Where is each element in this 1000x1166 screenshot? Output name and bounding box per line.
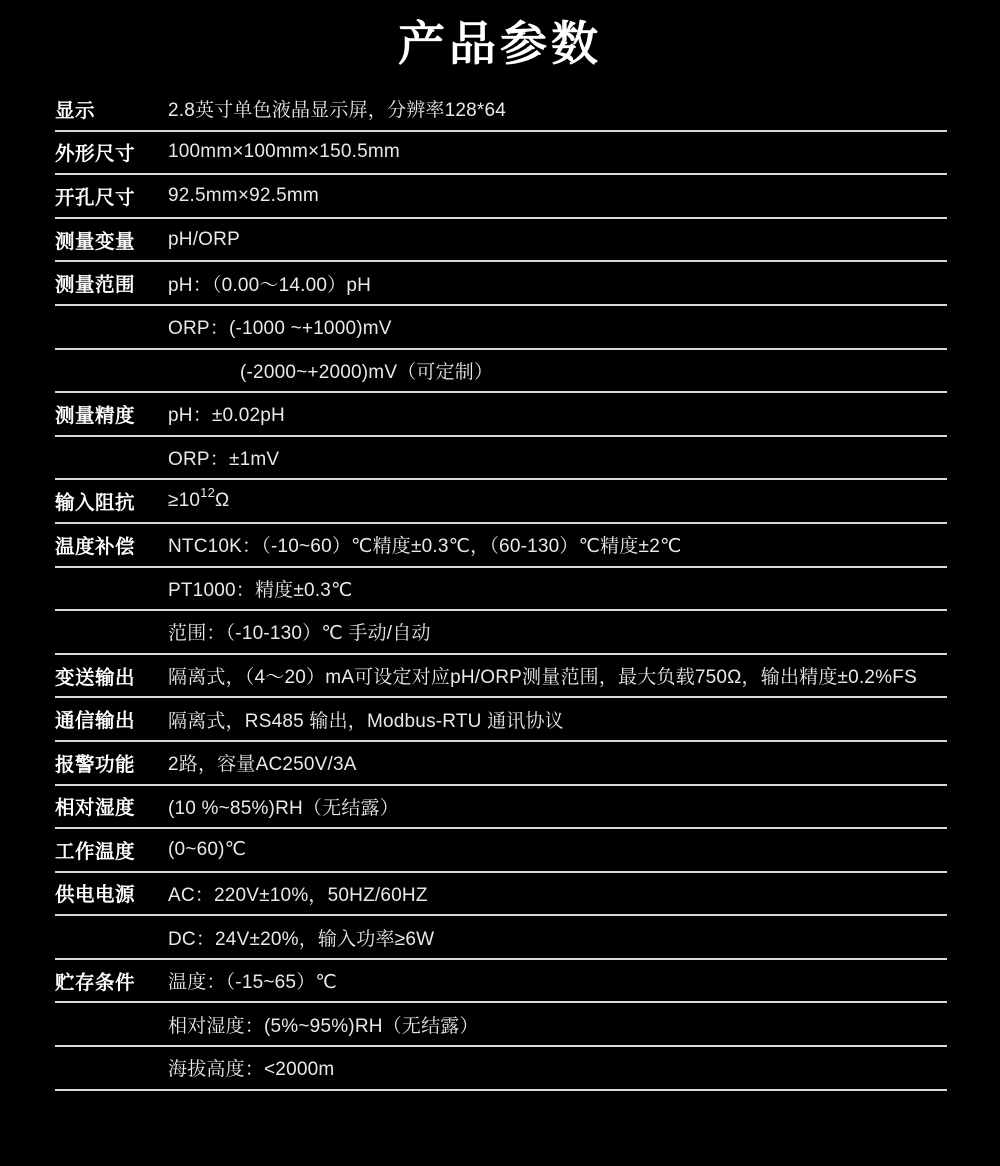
spec-value: 隔离式，（4～20）mA可设定对应pH/ORP测量范围，最大负载750Ω，输出精度±0.2%FS [168,667,917,689]
spec-row-comm-output [55,698,947,742]
page-title: 产品参数 [398,17,602,70]
spec-label: 通信输出 [55,710,136,733]
spec-row-range-orp-custom [55,350,947,394]
spec-label: 报警功能 [55,753,136,776]
spec-value: 范围：（-10-130）℃ 手动/自动 [168,623,431,645]
spec-row-storage-altitude [55,1047,947,1091]
spec-row-range-ph [55,262,947,306]
spec-value: 海拔高度：<2000m [168,1059,335,1081]
spec-value: AC：220V±10%，50HZ/60HZ [168,884,428,906]
spec-value: pH：（0.00～14.00）pH [168,274,372,296]
spec-row-transmit-output [55,655,947,699]
spec-row-storage-humidity [55,1003,947,1047]
spec-row-power-dc [55,916,947,960]
spec-row-dimensions [55,132,947,176]
spec-row-working-temp [55,829,947,873]
spec-row-temp-comp-pt1000 [55,568,947,612]
spec-value: ORP：(-1000 ~+1000)mV [168,318,392,340]
spec-row-alarm-function [55,742,947,786]
spec-value: 100mm×100mm×150.5mm [168,141,400,163]
spec-value: NTC10K：（-10~60）℃精度±0.3℃，（60-130）℃精度±2℃ [168,536,682,558]
spec-row-temp-comp-ntc [55,524,947,568]
spec-value: 2.8英寸单色液晶显示屏，分辨率128*64 [168,100,507,122]
spec-row-storage-temp [55,960,947,1004]
product-spec-sheet [0,16,1000,1166]
spec-value: (0~60)℃ [168,839,247,861]
spec-row-range-orp [55,306,947,350]
spec-row-measured-variables [55,219,947,263]
impedance-exponent: 12 [200,484,216,500]
spec-value: 相对湿度：(5%~95%)RH（无结露） [168,1015,479,1037]
spec-label: 测量范围 [55,274,136,297]
spec-value: (-2000~+2000)mV（可定制） [240,361,494,383]
spec-value: DC：24V±20%，输入功率≥6W [168,928,435,950]
spec-value: 隔离式，RS485 输出，Modbus-RTU 通讯协议 [168,710,564,732]
spec-label: 变送输出 [55,666,136,689]
spec-label: 输入阻抗 [55,492,136,515]
spec-label: 测量精度 [55,404,136,427]
spec-row-temp-comp-range [55,611,947,655]
spec-value [168,484,230,512]
spec-value: pH/ORP [168,228,240,250]
impedance-unit: Ω [215,490,230,512]
spec-label: 开孔尺寸 [55,186,136,209]
spec-label: 测量变量 [55,230,136,253]
spec-row-cutout-size [55,175,947,219]
spec-row-relative-humidity [55,786,947,830]
spec-row-display [55,88,947,132]
spec-label: 外形尺寸 [55,143,136,166]
spec-label: 工作温度 [55,840,136,863]
spec-row-accuracy-orp [55,437,947,481]
spec-row-power-ac [55,873,947,917]
spec-table [55,88,947,1091]
spec-label: 温度补偿 [55,535,136,558]
spec-label: 显示 [55,99,96,122]
spec-value: 92.5mm×92.5mm [168,184,319,206]
spec-row-accuracy-ph [55,393,947,437]
impedance-base: ≥10 [168,490,201,512]
spec-row-input-impedance [55,480,947,524]
spec-value: 温度：（-15~65）℃ [168,972,337,994]
spec-value: pH：±0.02pH [168,405,285,427]
spec-label: 贮存条件 [55,971,136,994]
spec-label: 相对湿度 [55,797,136,820]
spec-value: 2路，容量AC250V/3A [168,754,357,776]
spec-label: 供电电源 [55,884,136,907]
spec-value: PT1000：精度±0.3℃ [168,579,353,601]
spec-value: ORP：±1mV [168,449,280,471]
spec-value: (10 %~85%)RH（无结露） [168,797,399,819]
